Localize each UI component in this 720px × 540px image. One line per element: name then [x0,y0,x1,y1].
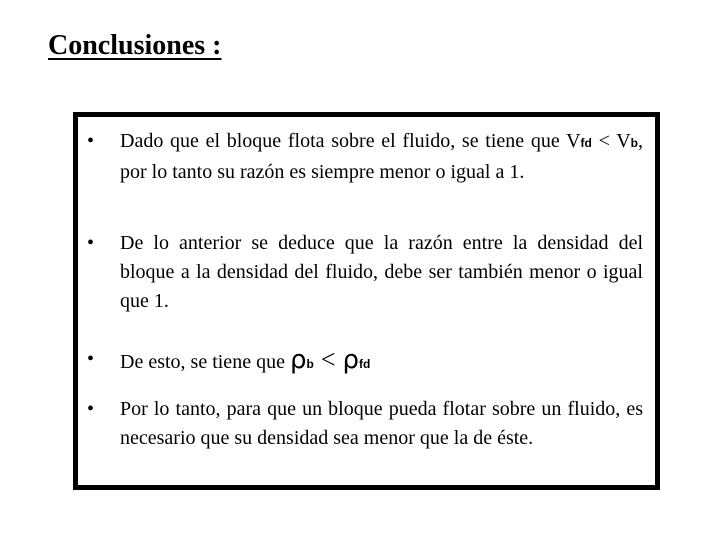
rho-symbol-b: ρ [289,345,307,375]
volume-symbol-b: V [616,130,631,152]
bullet-item-4 [87,395,643,453]
subscript-b: b [306,357,314,371]
bullet-text-2: De lo anterior se deduce que la razón entre la densidad del bloque a la densidad del fluido, debe ser también menor o igual que 1. [120,232,643,312]
conclusions-box [73,112,660,490]
less-than-operator: < [591,130,617,152]
slide-title: Conclusiones : [48,30,222,61]
bullet-1-pre: Dado que el bloque flota sobre el fluido, se tiene que [120,130,567,152]
bullet-dot: • [87,348,95,370]
bullet-dot: • [87,130,95,152]
less-than-operator: < [320,345,336,374]
bullet-text-1 [120,127,643,187]
bullet-3-pre: De esto, se tiene que [120,351,290,373]
rho-symbol-fd: ρ [342,345,359,375]
bullet-item-2 [87,229,643,316]
subscript-fd: fd [580,136,592,150]
bullet-item-1 [87,127,643,187]
bullet-1-post: , por lo tanto su razón es siempre menor o igual a 1. [120,130,643,183]
subscript-fd: fd [359,357,371,371]
bullet-dot: • [87,232,95,254]
subscript-b: b [630,136,638,150]
volume-symbol-fd: V [566,130,581,152]
bullet-item-3 [87,345,643,379]
bullet-text-4: Por lo tanto, para que un bloque pueda flotar sobre un fluido, es necesario que su densidad sea menor que la de éste. [120,398,643,449]
bullet-dot: • [87,398,95,420]
bullet-text-3 [120,345,643,379]
